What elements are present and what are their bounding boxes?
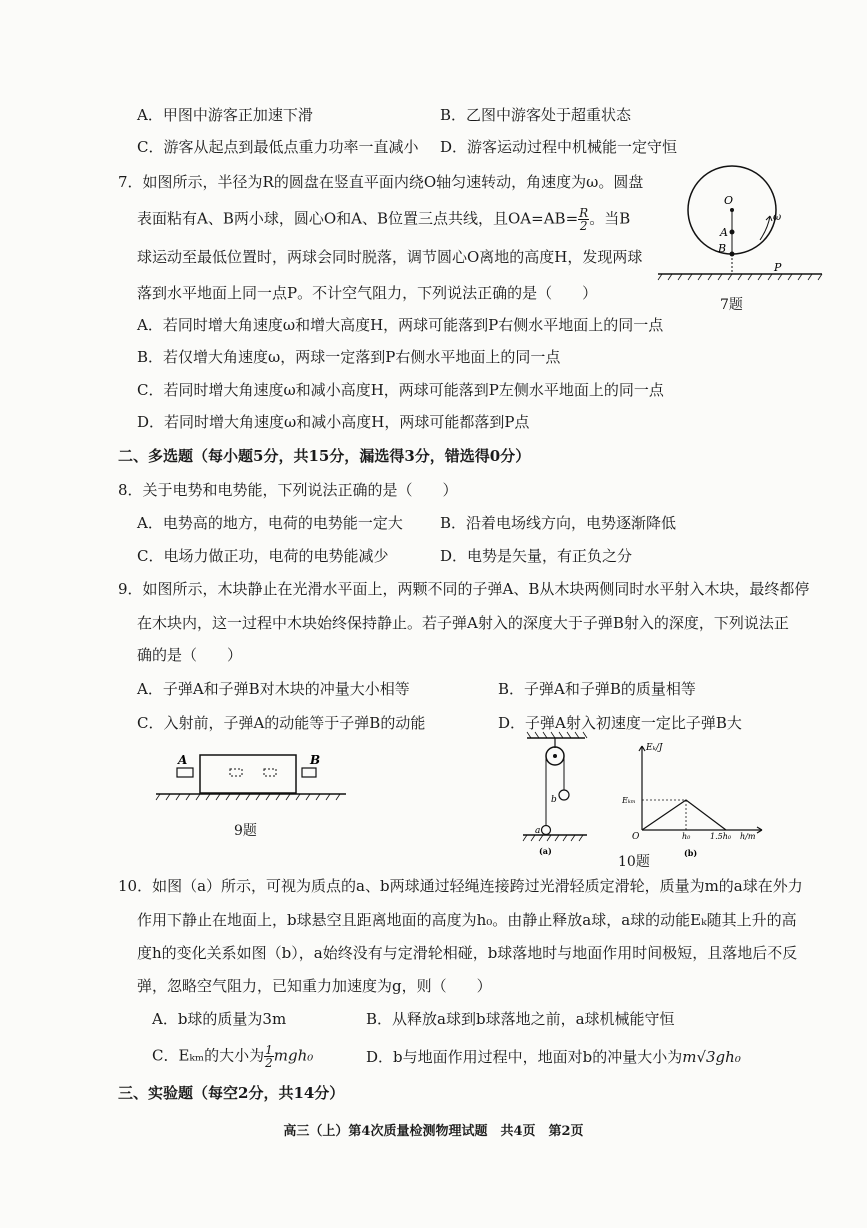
label-a: A (720, 226, 728, 239)
q10-option-c: C．Eₖₘ的大小为 $\frac{1}{2}$ mgh₀ (152, 1043, 314, 1070)
q8-option-b: B．沿着电场线方向，电势逐渐降低 (440, 514, 677, 532)
label-p: P (774, 261, 782, 274)
label-fig-b: (b) (684, 848, 698, 857)
q6-option-d: D．游客运动过程中机械能一定守恒 (440, 138, 678, 156)
q6-option-a: A．甲图中游客正加速下滑 (137, 106, 313, 124)
center-o-dot (730, 208, 734, 212)
q10-option-b: B．从释放a球到b球落地之前，a球机械能守恒 (366, 1010, 675, 1028)
q6-option-b: B．乙图中游客处于超重状态 (440, 106, 632, 124)
q8-option-d: D．电势是矢量，有正负之分 (440, 547, 633, 565)
bullet-b (302, 768, 316, 777)
fraction-r-over-2: $\frac{R}{2}$ (579, 206, 589, 233)
label-ball-a: a (535, 826, 541, 836)
q10-figure-b-ek-graph (622, 732, 772, 857)
y-axis-label: Eₖ/J (646, 743, 663, 753)
q10-stem-line1: 10．如图（a）所示，可视为质点的a、b两球通过轻绳连接跨过光滑轻质定滑轮，质量为m的a球在外力 (118, 877, 803, 895)
bullet-b-inside (264, 769, 276, 776)
q10-figure-a-pulley (505, 728, 605, 858)
q8-stem: 8．关于电势和电势能，下列说法正确的是（ ） (118, 481, 458, 499)
q7-option-c: C．若同时增大角速度ω和减小高度H，两球可能落到P左侧水平地面上的同一点 (137, 381, 664, 399)
bullet-a (177, 768, 193, 777)
q9-stem-line3: 确的是（ ） (137, 646, 243, 664)
q7-figure-caption: 7题 (720, 297, 743, 313)
q7-figure-disk (650, 160, 830, 290)
q9-option-d: D．子弹A射入初速度一定比子弹B大 (498, 714, 742, 732)
label-fig-a: (a) (539, 846, 552, 856)
label-omega: ω (773, 212, 782, 223)
q9-option-c: C．入射前，子弹A的动能等于子弹B的动能 (137, 714, 426, 732)
q10-stem-line2: 作用下静止在地面上，b球悬空且距离地面的高度为h₀。由静止释放a球，a球的动能Eₖ随其上升的高 (137, 911, 797, 929)
q7-option-d: D．若同时增大角速度ω和减小高度H，两球可能都落到P点 (137, 413, 530, 431)
q10-figure-caption: 10题 (618, 854, 650, 870)
ball-a (542, 826, 551, 835)
q9-stem-line1: 9．如图所示，木块静止在光滑水平面上，两颗不同的子弹A、B从木块两侧同时水平射入木块，最终都停 (118, 580, 810, 598)
q9-option-a: A．子弹A和子弹B对木块的冲量大小相等 (137, 680, 410, 698)
q7-option-a: A．若同时增大角速度ω和增大高度H，两球可能落到P右侧水平地面上的同一点 (137, 316, 664, 334)
q8-option-c: C．电场力做正功，电荷的电势能减少 (137, 547, 389, 565)
q10-option-d: D．b与地面作用过程中，地面对b的冲量大小为m√3gh₀ (366, 1048, 741, 1066)
q9-option-b: B．子弹A和子弹B的质量相等 (498, 680, 696, 698)
label-bullet-a: A (178, 753, 188, 767)
q7-stem-line4: 落到水平地面上同一点P。不计空气阻力，下列说法正确的是（ ） (137, 284, 598, 302)
label-b: B (718, 242, 727, 255)
section-3-heading: 三、实验题（每空2分，共14分） (118, 1084, 345, 1102)
pulley-axle (553, 754, 557, 758)
origin-label: O (632, 832, 640, 842)
section-2-heading: 二、多选题（每小题5分，共15分，漏选得3分，错选得0分） (118, 447, 531, 465)
x-tick-h0: h₀ (682, 832, 691, 841)
ball-a-dot (730, 230, 735, 235)
label-ball-b: b (551, 795, 557, 805)
fraction-one-half: $\frac{1}{2}$ (265, 1043, 273, 1070)
ball-b (559, 790, 569, 800)
ground-hatching-a (523, 835, 583, 841)
x-tick-1-5h0: 1.5h₀ (710, 832, 732, 841)
q10-stem-line3: 度h的变化关系如图（b），a始终没有与定滑轮相碰，b球落地时与地面作用时间极短，且落地后不反 (137, 944, 798, 962)
label-bullet-b: B (310, 753, 321, 767)
ek-curve (642, 800, 726, 830)
x-axis-label: h/m (740, 832, 756, 841)
q9-figure-block (150, 745, 350, 810)
q10-stem-line4: 弹，忽略空气阻力，已知重力加速度为g，则（ ） (137, 977, 492, 995)
wooden-block (200, 755, 296, 793)
ground-hatching (658, 274, 822, 280)
q8-option-a: A．电势高的地方，电荷的电势能一定大 (137, 514, 403, 532)
q7-stem-line2: 表面粘有A、B两小球，圆心O和A、B位置三点共线，且OA=AB= $\frac{R}{2}$ 。当B (137, 206, 631, 233)
page-footer: 高三（上）第4次质量检测物理试题 共4页 第2页 (283, 1124, 584, 1139)
q7-stem-line3: 球运动至最低位置时，两球会同时脱落，调节圆心O离地的高度H，发现两球 (137, 248, 643, 266)
ceiling-hatching (527, 732, 587, 738)
label-o: O (724, 194, 734, 207)
q7-option-b: B．若仅增大角速度ω，两球一定落到P右侧水平地面上的同一点 (137, 348, 561, 366)
q10-option-a: A．b球的质量为3m (152, 1010, 287, 1028)
q7-stem-line1: 7．如图所示，半径为R的圆盘在竖直平面内绕O轴匀速转动，角速度为ω。圆盘 (118, 173, 644, 191)
q9-stem-line2: 在木块内，这一过程中木块始终保持静止。若子弹A射入的深度大于子弹B射入的深度，下列说法正 (137, 614, 789, 632)
q6-option-c: C．游客从起点到最低点重力功率一直减小 (137, 138, 419, 156)
floor-hatching (156, 794, 340, 800)
q9-figure-caption: 9题 (234, 823, 257, 839)
bullet-a-inside (230, 769, 242, 776)
y-mark-ekm: Eₖₘ (622, 796, 636, 805)
rotation-arrow (760, 216, 770, 240)
